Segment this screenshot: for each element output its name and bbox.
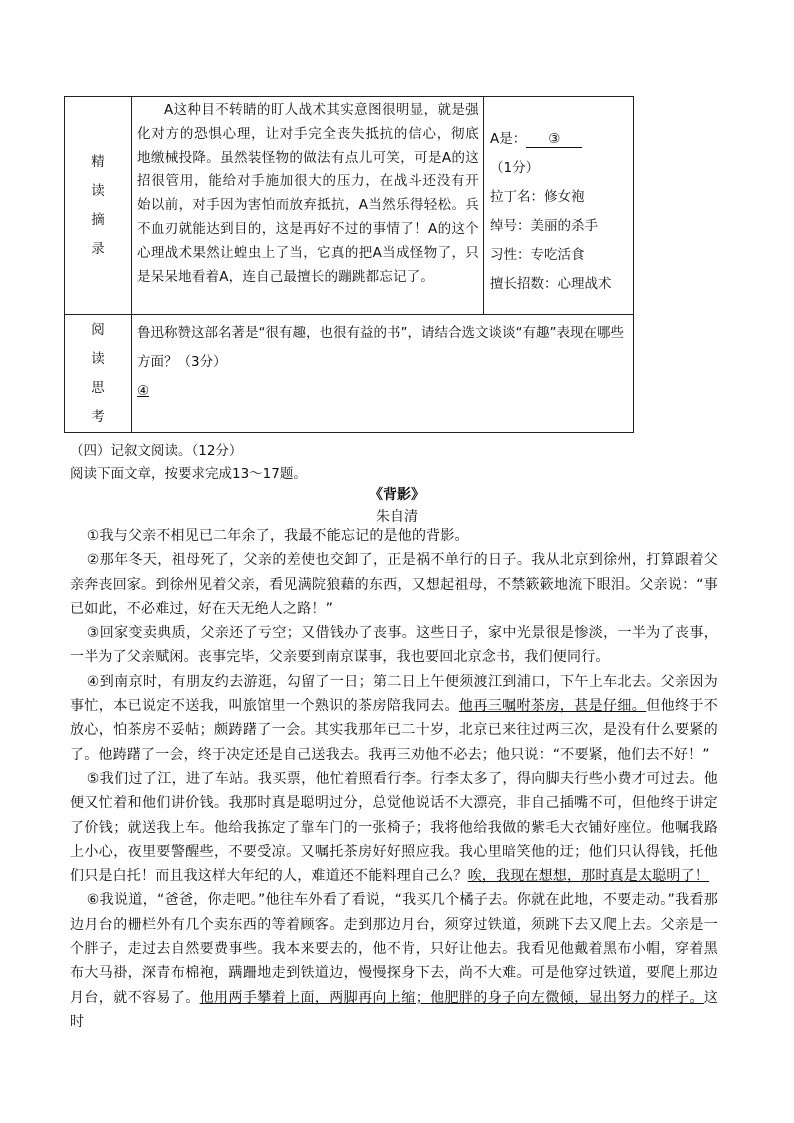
article-body (70, 524, 718, 1034)
label-char: 读 (91, 350, 105, 367)
paragraph-5: ⑤我们过了江，进了车站。我买票，他忙着照看行李。行李太多了，得向脚夫行些小费才可过去。他便又忙着和他们讲价钱。我那时真是聪明过分，总觉他说话不大漂亮，非自己插嘴不可，但他终于讲定了价钱；就送我上车。他给我拣定了靠车门的一张椅子；我将他给我做的紫毛大衣铺好座位。他嘱我路上小心，夜里要警醒些，不要受凉。又嘱托茶房好好照应我。我心里暗笑他的迂；他们只认得钱，托他们只是白托！而且我这样大年纪的人，难道还不能料理自己么？唉，我现在想想，那时真是太聪明了！ (70, 770, 718, 885)
answer-blank-4[interactable]: ④ (137, 383, 150, 399)
label-char: 读 (91, 182, 105, 199)
label-char: 录 (91, 240, 105, 257)
info-nickname: 绰号：美丽的杀手 (490, 218, 598, 234)
label-char: 精 (91, 153, 105, 170)
row-label-excerpt (65, 97, 132, 315)
info-skill: 擅长招数：心理战术 (490, 276, 612, 292)
section-title: （四）记叙文阅读。（12分） (70, 443, 243, 459)
label-char: 考 (91, 408, 105, 425)
reading-table (64, 96, 634, 433)
info-latin: 拉丁名：修女袍 (490, 189, 585, 205)
underlined-sentence-3: 他用两手攀着上面，两脚再向上缩；他肥胖的身子向左微倾，显出努力的样子。 (199, 989, 704, 1006)
paragraph-2: ②那年冬天，祖母死了，父亲的差使也交卸了，正是祸不单行的日子。我从北京到徐州，打算跟着父亲奔丧回家。到徐州见着父亲，看见满院狼藉的东西，又想起祖母，不禁簌簌地流下眼泪。父亲说：“事已如此，不必难过，好在天无绝人之路！” (70, 552, 718, 617)
question-text: 鲁迅称赞这部名著是“很有趣，也很有益的书”，请结合选文谈谈“有趣”表现在哪些方面？（3分） (137, 325, 624, 370)
underlined-sentence-2: 唉，我现在想想，那时真是太聪明了！ (467, 868, 710, 885)
underlined-sentence-1: 他再三嘱咐茶房，甚是仔细。 (458, 698, 647, 715)
label-char: 阅 (91, 321, 105, 338)
paragraph-1: ①我与父亲不相见已二年余了，我最不能忘记的是他的背影。 (86, 528, 469, 544)
info-habit: 习性：专吃活食 (490, 247, 585, 263)
label-char: 思 (91, 379, 105, 396)
article-title: 《背影》 (369, 487, 425, 503)
answer-blank-3[interactable]: ③ (526, 131, 582, 148)
paragraph-4: ④到南京时，有朋友约去游逛，勾留了一日；第二日上午便须渡江到浦口，下午上车北去。父亲因为事忙，本已说定不送我，叫旅馆里一个熟识的茶房陪我同去。他再三嘱咐茶房，甚是仔细。但他终于不放心，怕茶房不妥帖；颇踌躇了一会。其实我那年已二十岁，北京已来往过两三次，是没有什么要紧的了。他踌躇了一会，终于决定还是自己送我去。我再三劝他不必去；他只说：“不要紧，他们去不好！” (70, 673, 719, 763)
excerpt-text: A这种目不转睛的盯人战术其实意图很明显，就是强化对方的恐惧心理，让对手完全丧失抵抗的信心，彻底地缴械投降。虽然装怪物的做法有点儿可笑，可是A的这招很管用，能给对手施加很大的压力，在战斗还没有开始以前，对手因为害怕而放弃抵抗，A当然乐得轻松。兵不血刃就能达到目的，这是再好不过的事情了！A的这个心理战术果然让蝗虫上了当，它真的把A当成怪物了，只是呆呆地看着A，连自己最擅长的蹦跳都忘记了。 (132, 97, 484, 315)
label-char: 摘 (91, 211, 105, 228)
paragraph-3: ③回家变卖典质，父亲还了亏空；又借钱办了丧事。这些日子，家中光景很是惨淡，一半为了丧事，一半为了父亲赋闲。丧事完毕，父亲要到南京谋事，我也要回北京念书，我们便同行。 (70, 625, 718, 666)
insect-info (484, 97, 634, 315)
paragraph-6: ⑥我说道，“爸爸，你走吧。”他往车外看了看说，“我买几个橘子去。你就在此地，不要走动。”我看那边月台的栅栏外有几个卖东西的等着顾客。走到那边月台，须穿过铁道，须跳下去又爬上去。父亲是一个胖子，走过去自然要费事些。我本来要去的，他不肯，只好让他去。我看见他戴着黑布小帽，穿着黑布大马褂，深青布棉袍，蹒跚地走到铁道边，慢慢探身下去，尚不大难。可是他穿过铁道，要爬上那边月台，就不容易了。他用两手攀着上面，两脚再向上缩；他肥胖的身子向左微倾，显出努力的样子。这时 (70, 892, 718, 1030)
row-label-think (65, 315, 132, 433)
info-a-line: A是： ③ （1分） (490, 125, 629, 183)
article-author: 朱自清 (376, 509, 418, 525)
section-instruction: 阅读下面文章，按要求完成13～17题。 (70, 466, 307, 482)
thinking-cell (132, 315, 634, 433)
